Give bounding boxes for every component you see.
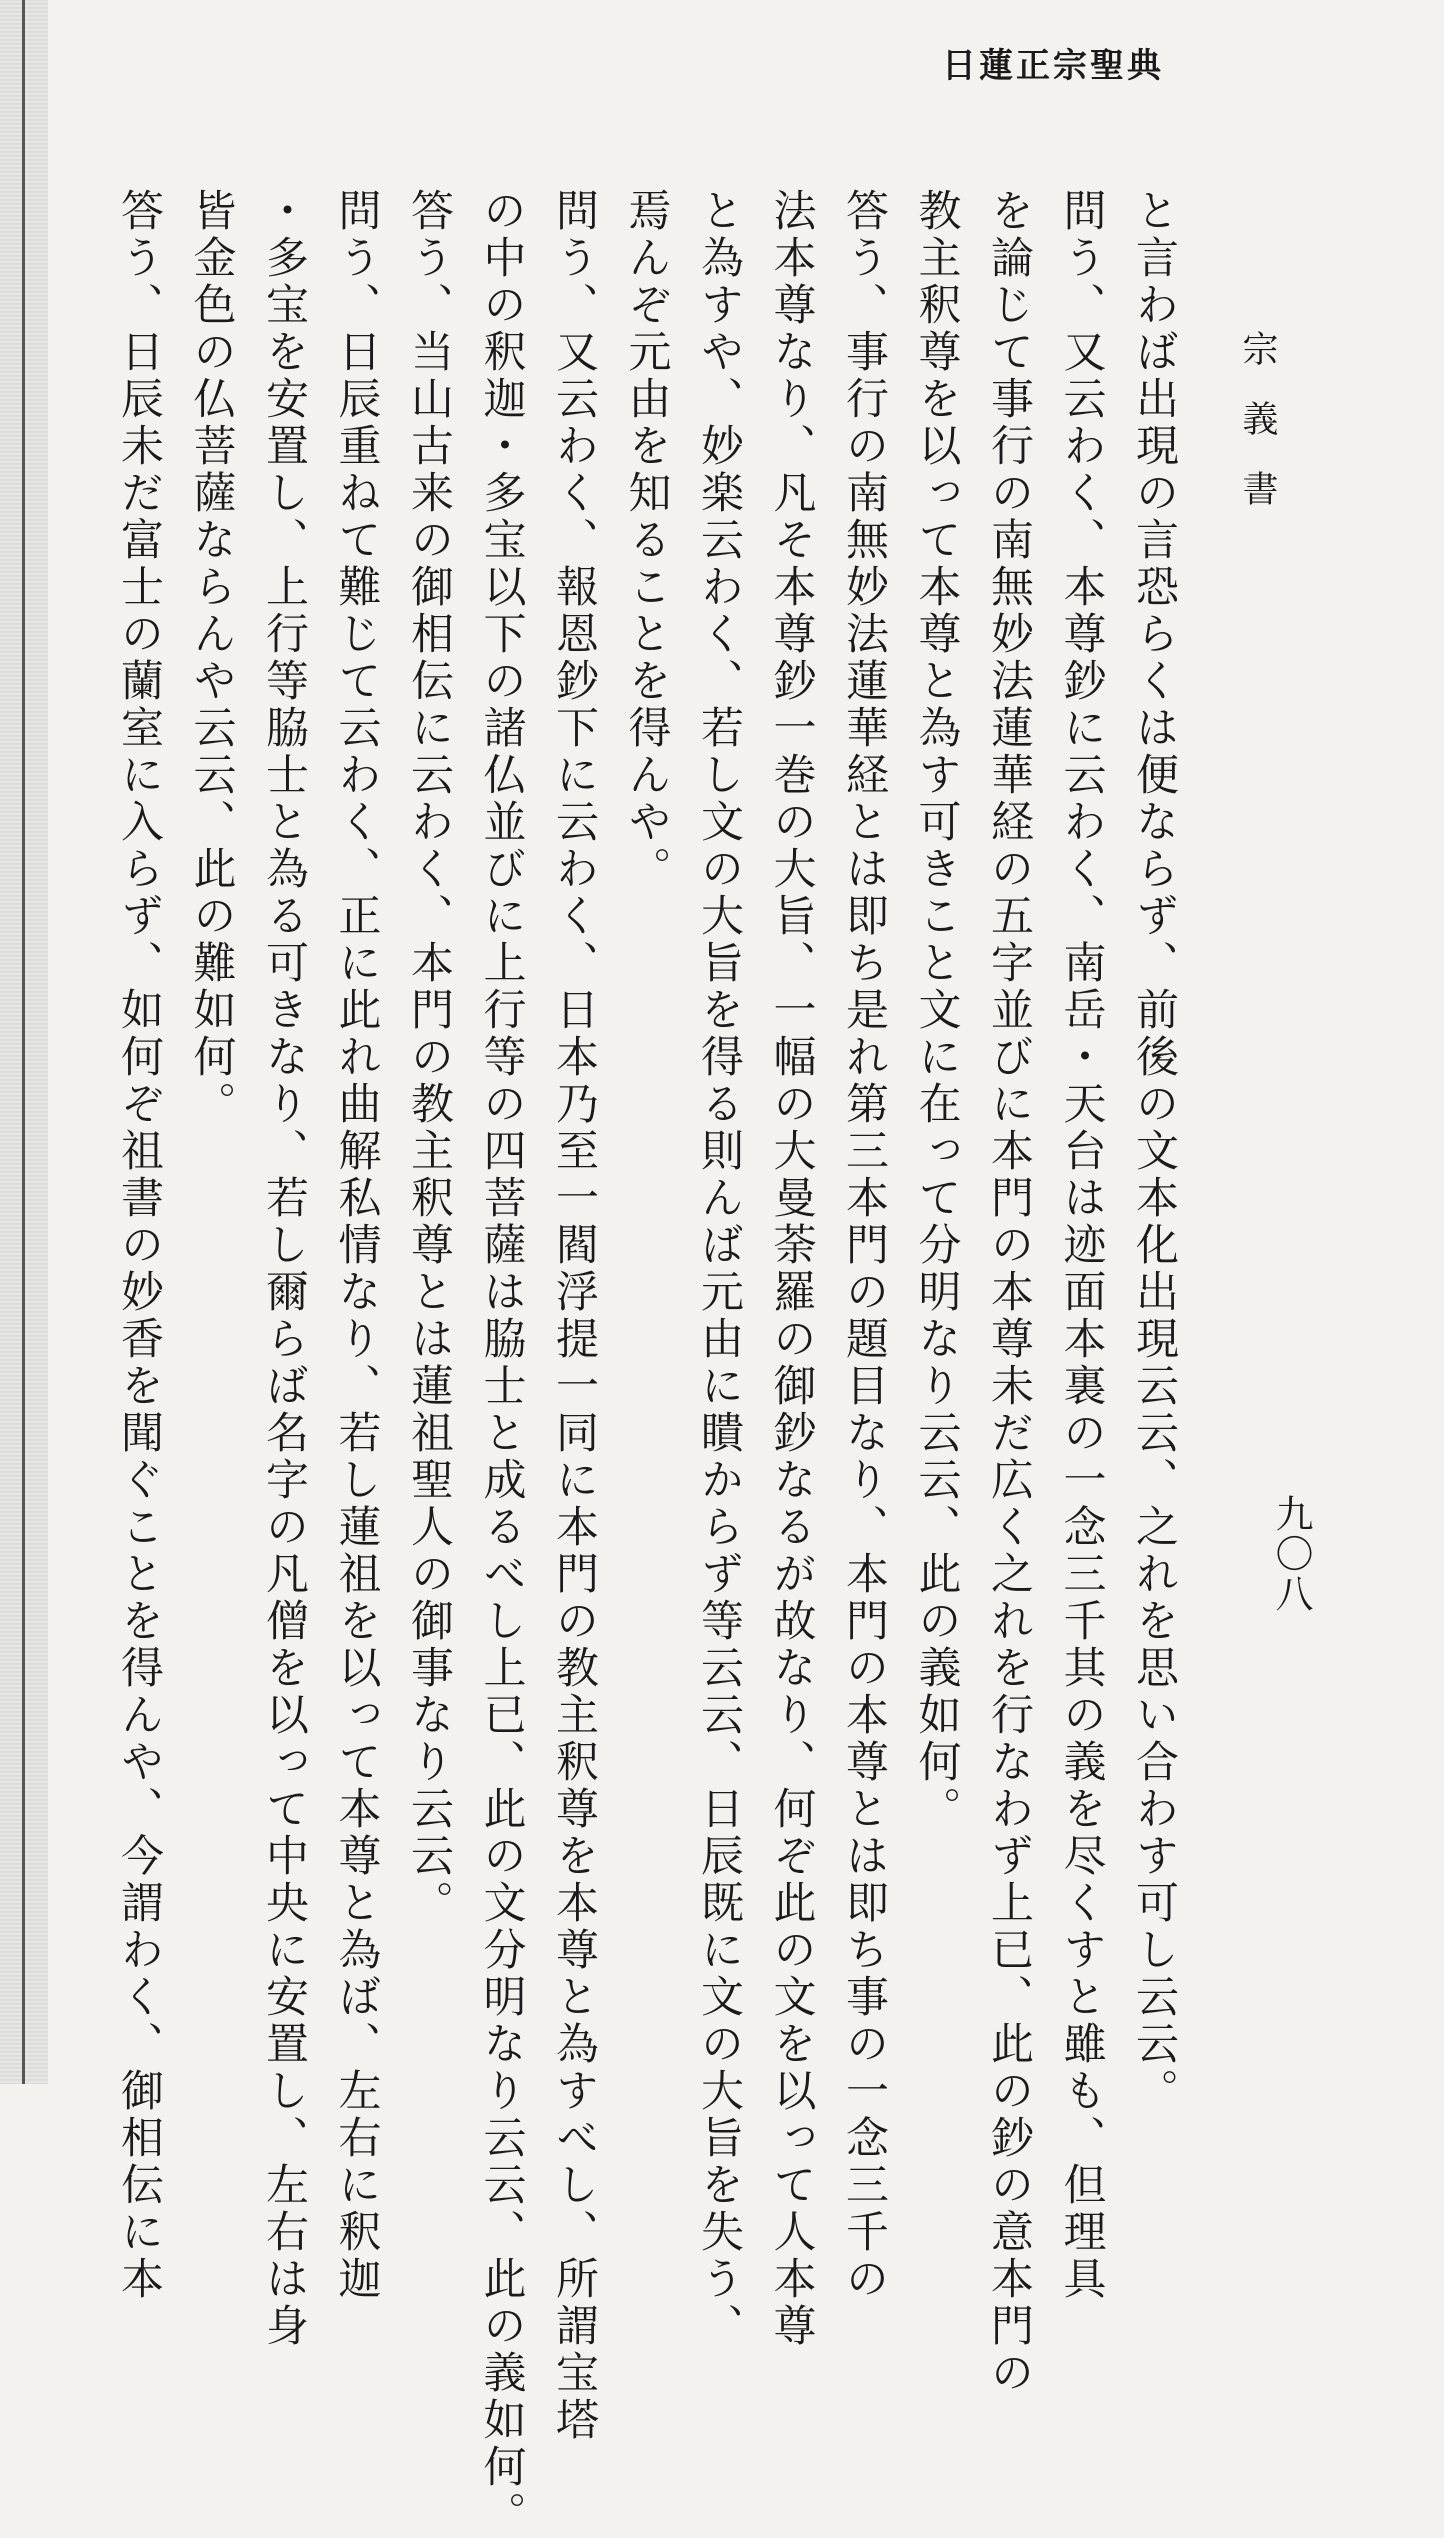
section-title: 宗義書 [1237,330,1278,540]
text-line: の中の釈迦・多宝以下の諸仏並びに上行等の四菩薩は脇士と成るべし上已、此の文分明なり云云、此の義如何。 [476,188,527,2538]
body-text [114,188,1190,2538]
page-binding-edge [22,0,25,2084]
text-line: 問う、日辰重ねて難じて云わく、正に此れ曲解私情なり、若し蓮祖を以って本尊と為ば、左右に釈迦 [331,188,382,2303]
text-line: 問う、又云わく、報恩鈔下に云わく、日本乃至一閻浮提一同に本門の教主釈尊を本尊と為すべし、所謂宝塔 [549,188,599,2444]
text-line: 法本尊なり、凡そ本尊鈔一巻の大旨、一幅の大曼荼羅の御鈔なるが故なり、何ぞ此の文を以って人本尊 [766,188,817,2350]
text-line: 答う、事行の南無妙法蓮華経とは即ち是れ第三本門の題目なり、本門の本尊とは即ち事の一念三千の [839,188,889,2303]
text-line: 皆金色の仏菩薩ならんや云云、此の難如何。 [186,188,237,1128]
text-line: 答う、当山古来の御相伝に云わく、本門の教主釈尊とは蓮祖聖人の御事なり云云。 [404,188,454,1927]
text-line: と為すや、妙楽云わく、若し文の大旨を得る則んば元由に瞶からず等云云、日辰既に文の大旨を失う、 [694,188,744,2350]
text-line: を論じて事行の南無妙法蓮華経の五字並びに本門の本尊未だ広く之れを行なわず上已、此の鈔の意本門の [984,188,1034,2397]
book-title: 日蓮正宗聖典 [942,46,1164,86]
text-line: 答う、日辰未だ富士の蘭室に入らず、如何ぞ祖書の妙香を聞ぐことを得んや、今謂わく、御相伝に本 [114,188,164,2303]
text-line: と言わば出現の言恐らくは便ならず、前後の文本化出現云云、之れを思い合わす可し云云。 [1129,188,1179,2115]
page-number: 九〇八 [1269,1494,1313,1614]
text-line: 問う、又云わく、本尊鈔に云わく、南岳・天台は迹面本裏の一念三千其の義を尽くすと雖も、但理具 [1056,188,1107,2303]
text-line: 教主釈尊を以って本尊と為す可きこと文に在って分明なり云云、此の義如何。 [911,188,962,1833]
text-line: 焉んぞ元由を知ることを得んや。 [621,188,672,893]
text-line: ・多宝を安置し、上行等脇士と為る可きなり、若し爾らば名字の凡僧を以って中央に安置し、左右は身 [259,188,309,2350]
